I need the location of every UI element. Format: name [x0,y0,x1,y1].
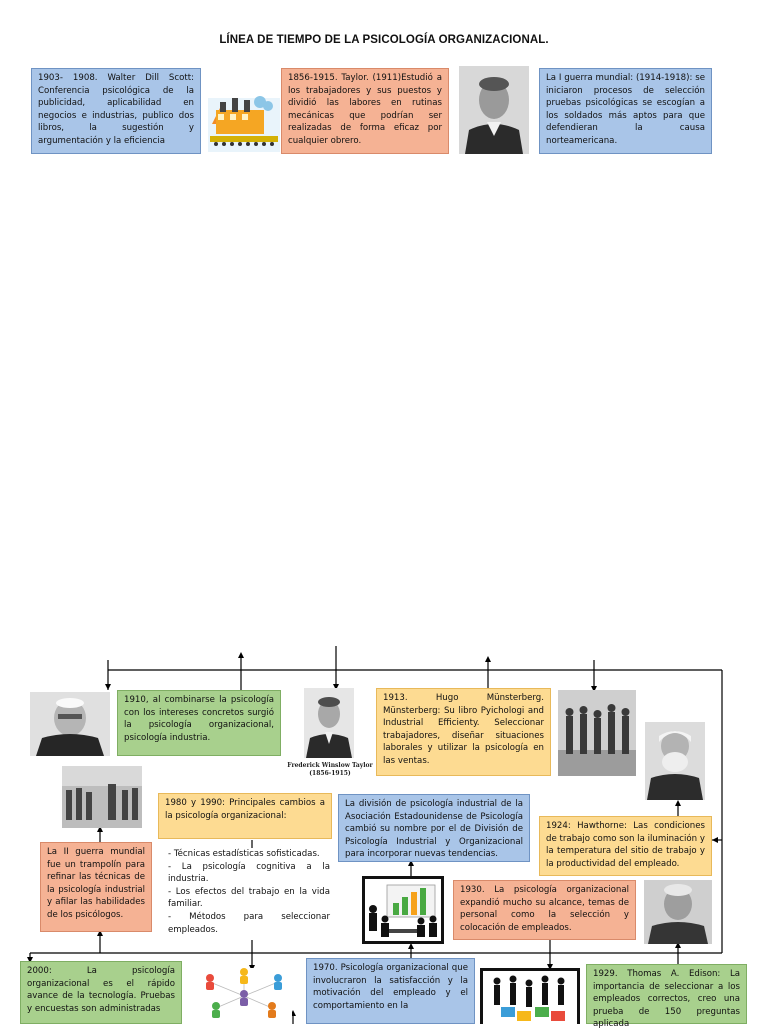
event-ww2-text: La II guerra mundial fue un trampolín para refinar las técnicas de la psicología industrial y afilar las habilidades de los psicólogos. [47,847,145,920]
event-1913 [376,688,551,776]
event-1970-text: 1970. Psicología organizacional que involucraron la satisfacción y la motivación del empleado y el comportamiento en la [313,963,468,1011]
ww2-photo [62,766,142,828]
event-1910-text: 1910, al combinarse la psicología con los intereses concretos surgió la psicología organizacional, psicología industria. [124,695,274,743]
list-item: - Técnicas estadísticas sofisticadas. [168,849,320,859]
munsterberg-portrait-photo [30,692,110,756]
page-title: LÍNEA DE TIEMPO DE LA PSICOLOGÍA ORGANIZACIONAL. [219,34,549,46]
taylor-photo-caption [280,762,380,778]
event-2000-text: 2000: La psicología organizacional es el rápido avance de la tecnología. Pruebas y encuestas son administradas [27,966,175,1014]
caption-name: Frederick Winslow Taylor [287,762,373,769]
event-1930-text: 1930. La psicología organizacional expandió mucho su alcance, temas de personal como la selección y colocación de empleados. [460,885,629,933]
meeting-chart-illustration [362,876,444,944]
event-1924-text: 1924: Hawthorne: Las condiciones de trabajo como son la iluminación y la temperatura del sitio de trabajo y la productividad del empleado. [546,821,705,869]
event-scott-text: 1903- 1908. Walter Dill Scott: Conferencia psicológica de la publicidad, aplicabilidad en negocios e industrias, publico dos libros, la sugestión y argumentación y la eficiencia [38,73,194,146]
frederick-taylor-photo [304,688,354,758]
caption-years: (1856-1915) [309,770,351,777]
soldiers-photo [558,690,636,776]
event-ww2 [40,842,152,932]
event-1929 [586,964,747,1030]
changes-list [168,848,330,940]
event-division-text: La división de psicología industrial de la Asociación Estadounidense de Psicología cambió su nombre por el de División de Psicología Industrial y Organizacional para incorporar nuevas tendencias. [345,799,523,860]
event-1913-text: 1913. Hugo Münsterberg. Münsterberg: Su libro Pyichologi and Industrial Efficienty. Seleccionar trabajadores, diseñar situaciones laborales y utilizar la psicología en las ventas. [383,693,544,766]
event-division [338,794,530,862]
people-puzzle-illustration [480,968,580,1024]
event-1910 [117,690,281,756]
event-1924 [539,816,712,876]
event-1980-1990 [158,793,332,839]
list-item: - Métodos para seleccionar empleados. [168,911,330,935]
list-item: - La psicología cognitiva a la industria. [168,861,330,885]
event-1929-text: 1929. Thomas A. Edison: La importancia de seleccionar a los empleados correctos, creo una prueba de 150 preguntas aplicada [593,969,740,1030]
hawthorne-portrait-photo [645,722,705,800]
event-ww1-text: La I guerra mundial: (1914-1918): se iniciaron procesos de selección pruebas psicológicas se escogían a los soldados más aptos para que defendieran la causa norteamericana. [546,73,705,146]
event-2000 [20,961,182,1024]
event-1930 [453,880,636,940]
event-1980-1990-text: 1980 y 1990: Principales cambios a la psicología organizacional: [165,798,325,821]
network-people-illustration [196,968,292,1024]
event-taylor-text: 1856-1915. Taylor. (1911)Estudió a los trabajadores y sus puestos y dividió las labores en rutinas mecánicas que podrían ser realizadas de forma eficaz por cualquier obrero. [288,73,442,146]
event-1970 [306,958,475,1024]
edison-portrait-photo [644,880,712,944]
list-item: - Los efectos del trabajo en la vida familiar. [168,886,330,910]
